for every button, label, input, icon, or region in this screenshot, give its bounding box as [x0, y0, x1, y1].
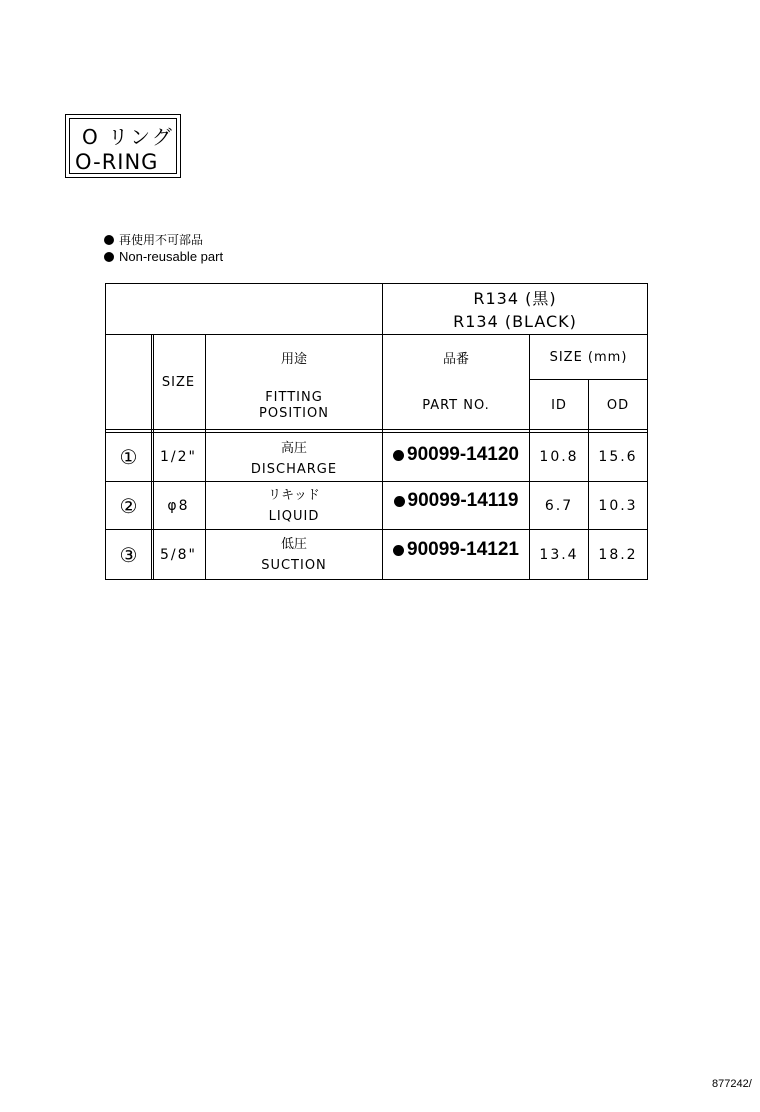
row-fitting-en: SUCTION — [261, 557, 327, 573]
table-border-right — [647, 283, 648, 580]
header-part-en: PART NO. — [422, 397, 490, 413]
row-fitting-jp: 高圧 — [280, 440, 307, 456]
title-japanese: O リング — [82, 125, 174, 149]
legend-english — [104, 249, 223, 265]
table-border-bottom — [105, 579, 648, 580]
table-border-top — [105, 283, 648, 284]
bullet-dot-icon — [104, 235, 114, 245]
row-od: 18.2 — [598, 546, 638, 563]
part-number-text: 90099-14119 — [407, 490, 519, 511]
document-code: 877242/ — [712, 1078, 752, 1090]
row-number: ③ — [119, 542, 138, 567]
row-fitting-en: LIQUID — [268, 508, 320, 524]
header-id: ID — [551, 397, 567, 413]
non-reusable-dot-icon — [393, 545, 404, 556]
header-size: SIZE — [161, 374, 196, 390]
row-number: ② — [119, 493, 138, 518]
part-number-text: 90099-14120 — [407, 444, 519, 465]
row-od: 15.6 — [598, 449, 638, 465]
non-reusable-dot-icon — [394, 496, 405, 507]
row-od: 10.3 — [598, 497, 638, 514]
header-part-jp: 品番 — [442, 351, 469, 367]
model-header-line1: R134 (黒) — [473, 288, 557, 308]
row-id: 10.8 — [539, 449, 579, 465]
title-inner-frame — [69, 118, 177, 174]
non-reusable-dot-icon — [393, 450, 404, 461]
row-part-number — [383, 433, 529, 477]
title-english: O-RING — [75, 150, 159, 174]
legend-japanese — [104, 232, 203, 248]
header-fitting-jp: 用途 — [280, 351, 307, 367]
legend-english-text: Non-reusable part — [119, 249, 224, 264]
title-box — [65, 114, 181, 178]
row-id: 6.7 — [544, 497, 574, 514]
parts-table — [105, 283, 648, 580]
model-header-line2: R134 (BLACK) — [453, 311, 577, 331]
row-part-number — [383, 530, 529, 570]
header-fitting-en2: POSITION — [259, 405, 329, 421]
row-fitting-jp: 低圧 — [280, 536, 307, 552]
header-fitting-en1: FITTING — [265, 389, 323, 405]
row-number: ① — [119, 445, 138, 469]
row-id: 13.4 — [539, 546, 579, 563]
row-fitting-en: DISCHARGE — [250, 461, 338, 477]
legend-japanese-text: 再使用不可部品 — [119, 233, 204, 247]
table-rule-header-bottom — [105, 429, 648, 430]
header-od: OD — [606, 397, 630, 413]
row-size: φ8 — [167, 497, 190, 514]
row-size: 1/2" — [160, 449, 197, 465]
part-number-text: 90099-14121 — [407, 539, 519, 560]
header-size-mm: SIZE (mm) — [549, 349, 628, 365]
row-size: 5/8" — [160, 546, 197, 563]
row-part-number — [383, 482, 529, 520]
row-fitting-jp: リキッド — [268, 487, 320, 503]
bullet-dot-icon — [104, 252, 114, 262]
